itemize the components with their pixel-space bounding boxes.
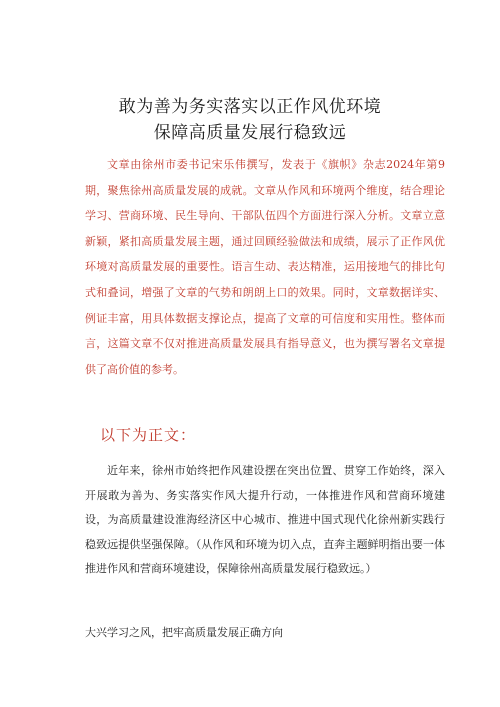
body-paragraph: 近年来，徐州市始终把作风建设摆在突出位置、贯穿工作始终，深入开展敢为善为、务实落实作风大提升行动，一体推进作风和营商环境建设，为高质量建设淮海经济区中心城市、推进中国式现代化徐州新实践行稳致远提供坚强保障。（从作风和环境为切入点，直奔主题鲜明指出要一体推进作风和营商环境建设，保障徐州高质量发展行稳致远。） [85,464,445,575]
section-heading: 以下为正文： [100,426,197,444]
summary-paragraph: 文章由徐州市委书记宋乐伟撰写，发表于《旗帜》杂志2024年第9期，聚焦徐州高质量发展的成就。文章从作风和环境两个维度，结合理论学习、营商环境、民生导向、干部队伍四个方面进行深入分析。文章立意新颖，紧扣高质量发展主题，通过回顾经验做法和成绩，展示了正作风优环境对高质量发展的重要性。语言生动、表达精准，运用接地气的排比句式和叠词，增强了文章的气势和朗朗上口的效果。同时，文章数据详实、例证丰富，用具体数据支撑论点，提高了文章的可信度和实用性。整体而言，这篇文章不仅对推进高质量发展具有指导意义，也为撰写署名文章提供了高价值的参考。 [85,158,445,376]
body-subheading: 大兴学习之风，把牢高质量发展正确方向 [85,626,283,639]
document-title-line-1: 敢为善为务实落实以正作风优环境 [118,97,382,117]
document-title-line-2: 保障高质量发展行稳致远 [153,123,347,143]
